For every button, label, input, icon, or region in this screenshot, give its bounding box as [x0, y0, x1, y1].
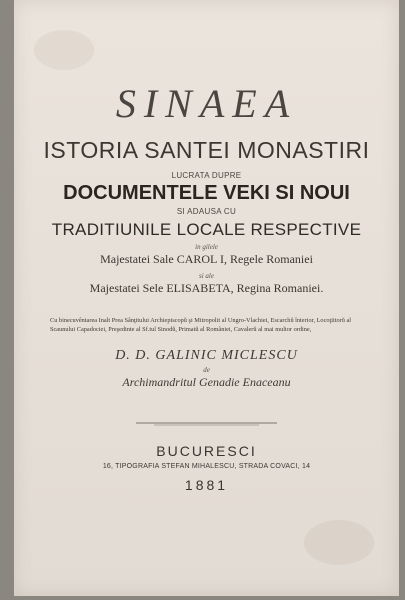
- documente-heading: DOCUMENTELE VEKI SI NOUI: [63, 182, 350, 204]
- dedication-intro-2: si ale: [199, 272, 214, 280]
- archimandrit-signature: Archimandritul Genadie Enaceanu: [122, 375, 291, 389]
- de-label: de: [203, 366, 210, 374]
- title-page: [14, 0, 399, 596]
- author-name: D. D. GALINIC MICLESCU: [115, 348, 298, 363]
- dedication-line-2: Majestatei Sele ELISABETA, Regina Romaniei.: [89, 281, 324, 295]
- adausa-label: SI ADAUSA CU: [176, 207, 237, 216]
- ornament-divider: [134, 418, 279, 428]
- publication-year: 1881: [184, 477, 229, 493]
- traditiunile-heading: TRADITIUNILE LOCALE RESPECTIVE: [51, 220, 362, 239]
- book-subtitle: ISTORIA SANTEI MONASTIRI: [43, 137, 370, 163]
- dedication-line-1: Majestatei Sale CAROL I, Regele Romaniei: [100, 252, 313, 266]
- paper-stain: [34, 30, 94, 70]
- dedication-intro-1: in gilele: [195, 243, 218, 251]
- lucrata-label: LUCRATA DUPRE: [171, 171, 242, 180]
- blessing-paragraph: Cu binecuvêntarea Inalt Prea Sânţitului Archiepiscopŭ şi Mitropolit al Ungro-Vlachiei, Escarchŭ înterior, Locoţiitorŭ al Scaunului Capadociei, Preşedinte al Sf.tul Sinodŭ, Primatŭ al României, Cavalerŭ al mai multor ordine,: [50, 317, 352, 333]
- book-title: SINAEA: [115, 81, 298, 126]
- publication-city: BUCURESCI: [156, 443, 257, 459]
- printer-line: 16, TIPOGRAFIA STEFAN MIHALESCU, STRADA COVACI, 14: [102, 463, 311, 470]
- paper-stain: [304, 520, 374, 565]
